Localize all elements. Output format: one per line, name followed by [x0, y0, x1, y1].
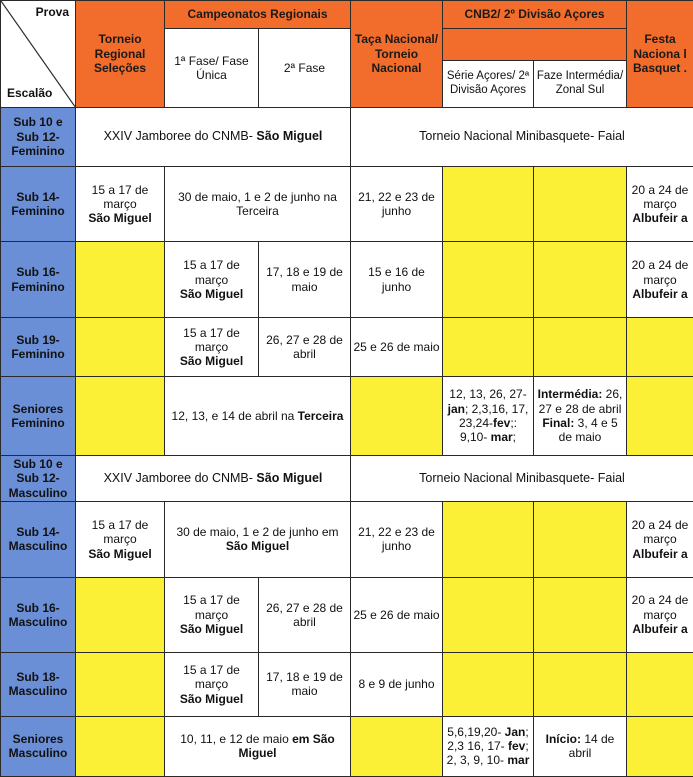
sub14f-taca: 21, 22 e 23 de junho	[351, 167, 443, 242]
sub14m-festa-dates: 20 a 24 de março	[631, 517, 689, 547]
senf-campeonato-place: Terceira	[297, 408, 344, 423]
sub14m-torneio	[76, 502, 165, 577]
header-faze-intermedia: Faze Intermédia/ Zonal Sul	[534, 61, 627, 107]
sub18m-torneio-empty	[76, 653, 165, 716]
senf-faze-intermedia-dates: 26, 27 e 28 de abril	[538, 387, 623, 416]
senm-campeonato	[165, 716, 351, 776]
sub18m-taca: 8 e 9 de junho	[351, 653, 443, 716]
header-campeonatos-regionais: Campeonatos Regionais	[165, 1, 351, 29]
senm-campeonato-text: 10, 11, e 12 de maio	[180, 731, 293, 746]
senm-serie-mar-days: ; 2, 3, 9, 10-	[446, 739, 529, 768]
sub16m-festa-place: Albufeir a	[632, 622, 688, 637]
row-label-sub16-feminino: Sub 16- Feminino	[1, 242, 76, 317]
sub14m-faze-empty	[534, 502, 627, 577]
row-label-sub10-feminino: Sub 10 e Sub 12- Feminino	[1, 107, 76, 166]
sub14f-festa	[627, 167, 693, 242]
sub18m-serie-empty	[443, 653, 534, 716]
sub14m-campeonato-text: 30 de maio, 1 e 2 de junho em	[176, 525, 339, 540]
sub14m-torneio-place: São Miguel	[88, 546, 152, 561]
jamboree-text: XXIV Jamboree do CNMB-	[103, 471, 257, 485]
senf-serie-mar: mar	[490, 430, 513, 445]
senf-serie-end: ;	[512, 430, 517, 445]
sub16m-fase2: 26, 27 e 28 de abril	[259, 577, 351, 652]
senf-faze-intermedia-label: Intermédia:	[537, 387, 603, 402]
senm-torneio-empty	[76, 716, 165, 776]
row-label-sub18-masculino: Sub 18- Masculino	[1, 653, 76, 716]
senf-serie-jan: jan	[447, 401, 465, 416]
sub14m-taca: 21, 22 e 23 de junho	[351, 502, 443, 577]
sub18m-fase1-place: São Miguel	[179, 691, 244, 706]
sub14f-serie-empty	[443, 167, 534, 242]
sub18m-fase1-dates: 15 a 17 de março	[183, 662, 240, 692]
header-fase-1: 1ª Fase/ Fase Única	[165, 29, 259, 107]
sub16f-fase1-dates: 15 a 17 de março	[183, 258, 240, 287]
sub16m-faze-empty	[534, 577, 627, 652]
senf-serie-mar-days: ;: 9,10-	[459, 416, 518, 445]
sub19f-fase1-place: São Miguel	[179, 354, 244, 369]
header-cnb2-spacer	[443, 29, 627, 61]
sub18m-faze-empty	[534, 653, 627, 716]
header-torneio-selecoes: Torneio Regional Seleções	[76, 1, 165, 108]
sub19f-fase1	[165, 317, 259, 376]
senf-serie-fev-days: ; 2,3,16, 17, 23,24-	[458, 401, 529, 431]
sub16f-torneio-empty	[76, 242, 165, 317]
sub16f-fase1	[165, 242, 259, 317]
senf-serie-fev: fev	[493, 416, 511, 431]
senm-serie-jan-days: 5,6,19,20-	[447, 724, 505, 739]
minibasquete-masculino: Torneio Nacional Minibasquete- Faial	[351, 455, 693, 501]
sub14f-campeonato: 30 de maio, 1 e 2 de junho na Terceira	[165, 167, 351, 242]
sub19f-fase1-dates: 15 a 17 de março	[183, 325, 240, 354]
sub16f-festa	[627, 242, 693, 317]
sub14m-campeonato	[165, 502, 351, 577]
sub19f-taca: 25 e 26 de maio	[351, 317, 443, 376]
sub19f-festa-empty	[627, 317, 693, 376]
sub14m-campeonato-place: São Miguel	[225, 539, 290, 554]
sub16m-fase1-dates: 15 a 17 de março	[183, 593, 240, 622]
jamboree-text: XXIV Jamboree do CNMB-	[103, 129, 257, 144]
sub16m-torneio-empty	[76, 577, 165, 652]
senf-taca-empty	[351, 377, 443, 455]
header-festa-nacional: Festa Naciona l Basquet .	[627, 1, 693, 108]
senm-festa-empty	[627, 716, 693, 776]
senf-faze-final-dates: 3, 4 e 5 de maio	[558, 416, 618, 445]
senf-torneio-empty	[76, 377, 165, 455]
senf-campeonato	[165, 377, 351, 455]
sub19f-torneio-empty	[76, 317, 165, 376]
senf-faze-final-label: Final:	[542, 416, 575, 431]
senm-serie	[443, 716, 534, 776]
senm-faze-inicio-label: Início:	[545, 731, 581, 746]
senm-serie-jan: Jan	[504, 724, 526, 739]
sub16f-fase2: 17, 18 e 19 de maio	[259, 242, 351, 317]
corner-prova-label: Prova	[35, 5, 69, 19]
sub16m-festa	[627, 577, 693, 652]
jamboree-place: São Miguel	[256, 129, 323, 144]
minibasquete-feminino: Torneio Nacional Minibasquete- Faial	[351, 107, 693, 166]
sub16f-serie-empty	[443, 242, 534, 317]
jamboree-feminino	[76, 107, 351, 166]
senf-serie	[443, 377, 534, 455]
sub16f-festa-place: Albufeir a	[632, 286, 688, 301]
row-label-sub16-masculino: Sub 16- Masculino	[1, 577, 76, 652]
row-label-sub10-masculino: Sub 10 e Sub 12- Masculino	[1, 455, 76, 501]
jamboree-place: São Miguel	[256, 471, 323, 485]
row-label-sub14-feminino: Sub 14- Feminino	[1, 167, 76, 242]
row-label-sub19-feminino: Sub 19- Feminino	[1, 317, 76, 376]
sub19f-serie-empty	[443, 317, 534, 376]
corner-escalao-label: Escalão	[7, 86, 53, 101]
sub14m-torneio-dates: 15 a 17 de março	[91, 517, 149, 547]
sub19f-fase2: 26, 27 e 28 de abril	[259, 317, 351, 376]
jamboree-masculino	[76, 455, 351, 501]
senm-faze-inicio-date: 14 de abril	[568, 731, 615, 761]
sub16m-taca: 25 e 26 de maio	[351, 577, 443, 652]
header-cnb2: CNB2/ 2º Divisão Açores	[443, 1, 627, 29]
sub14f-festa-dates: 20 a 24 de março	[631, 182, 689, 212]
sub16m-festa-dates: 20 a 24 de março	[631, 593, 689, 622]
sub14f-torneio-dates: 15 a 17 de março	[91, 182, 149, 212]
senm-taca-empty	[351, 716, 443, 776]
sub16f-faze-empty	[534, 242, 627, 317]
sub16f-fase1-place: São Miguel	[179, 286, 244, 301]
sub14m-festa-place: Albufeir a	[632, 546, 688, 561]
sub18m-fase1	[165, 653, 259, 716]
senf-festa-empty	[627, 377, 693, 455]
corner-header-cell	[1, 1, 76, 108]
header-taca-nacional: Taça Nacional/ Torneio Nacional	[351, 1, 443, 108]
senm-campeonato-place: em São Miguel	[238, 731, 335, 761]
senm-serie-fev-days: ; 2,3 16, 17-	[447, 724, 529, 754]
senm-faze	[534, 716, 627, 776]
sub14f-torneio-place: São Miguel	[88, 211, 152, 226]
sub14m-festa	[627, 502, 693, 577]
sub18m-fase2: 17, 18 e 19 de maio	[259, 653, 351, 716]
header-serie-acores: Série Açores/ 2ª Divisão Açores	[443, 61, 534, 107]
sub18m-festa-empty	[627, 653, 693, 716]
sub16f-taca: 15 e 16 de junho	[351, 242, 443, 317]
senf-campeonato-text: 12, 13, e 14 de abril na	[171, 408, 298, 423]
sub14f-torneio	[76, 167, 165, 242]
sub14m-serie-empty	[443, 502, 534, 577]
row-label-seniores-masculino: Seniores Masculino	[1, 716, 76, 776]
row-label-seniores-feminino: Seniores Feminino	[1, 377, 76, 455]
senf-serie-jan-days: 12, 13, 26, 27-	[449, 387, 527, 402]
sub16m-serie-empty	[443, 577, 534, 652]
senf-faze	[534, 377, 627, 455]
sub16m-fase1-place: São Miguel	[179, 622, 244, 637]
sub14f-festa-place: Albufeir a	[632, 211, 688, 226]
senm-serie-fev: fev	[508, 739, 526, 754]
sub16m-fase1	[165, 577, 259, 652]
header-fase-2: 2ª Fase	[259, 29, 351, 107]
senm-serie-mar: mar	[507, 753, 530, 768]
sub14f-faze-empty	[534, 167, 627, 242]
sub16f-festa-dates: 20 a 24 de março	[631, 258, 689, 287]
sub19f-faze-empty	[534, 317, 627, 376]
row-label-sub14-masculino: Sub 14- Masculino	[1, 502, 76, 577]
